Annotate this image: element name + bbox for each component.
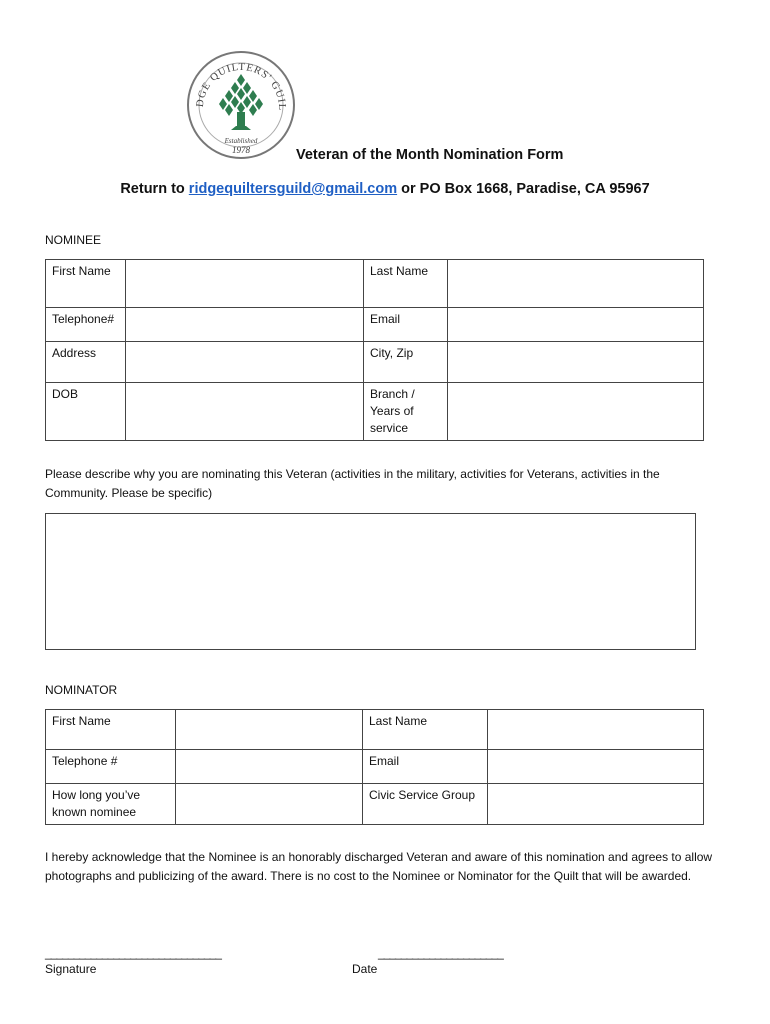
return-instructions [0,181,770,197]
label-nominator-telephone: Telephone # [46,750,176,784]
acknowledgement-text: I hereby acknowledge that the Nominee is an honorably discharged Veteran and aware of this nomination and agrees to allow photographs and publicizing of the award. There is no cost to the Nominee or Nominator for the Quilt that will be awarded. [45,850,713,883]
nominator-row-contact [46,750,704,784]
signature-label: Signature [45,962,97,976]
label-nominator-first-name: First Name [46,710,176,750]
label-city-zip: City, Zip [364,342,448,383]
label-address: Address [46,342,126,383]
signature-line[interactable]: _______________________________ [45,946,221,960]
nominee-row-name [46,260,704,308]
label-nominator-email: Email [363,750,488,784]
date-line[interactable]: ______________________ [378,946,503,960]
how-long-known-field[interactable] [176,784,363,825]
description-prompt: Please describe why you are nominating this Veteran (activities in the military, activities for Veterans, activities in the Community. Please be specific) [45,467,660,500]
label-email: Email [364,308,448,342]
label-branch-years: Branch / Years of service [364,383,448,441]
nominator-row-name [46,710,704,750]
label-dob: DOB [46,383,126,441]
guild-logo [186,50,296,160]
label-last-name: Last Name [364,260,448,308]
nominee-first-name-field[interactable] [126,260,364,308]
nominator-last-name-field[interactable] [488,710,704,750]
svg-text:1978: 1978 [232,145,250,155]
nominator-first-name-field[interactable] [176,710,363,750]
label-civic-service-group: Civic Service Group [363,784,488,825]
nominee-row-address [46,342,704,383]
label-how-long-known: How long you’ve known nominee [46,784,176,825]
guild-email-link[interactable]: ridgequiltersguild@gmail.com [188,181,398,197]
nominator-telephone-field[interactable] [176,750,363,784]
logo-arc-text: DGE QUILTERS' GUIL [194,61,288,112]
nominee-branch-years-field[interactable] [448,383,704,441]
nominee-row-contact [46,308,704,342]
form-title: Veteran of the Month Nomination Form [296,147,564,163]
nominator-email-field[interactable] [488,750,704,784]
label-telephone: Telephone# [46,308,126,342]
nominee-city-zip-field[interactable] [448,342,704,383]
return-suffix: or PO Box 1668, Paradise, CA 95967 [397,181,650,197]
return-prefix: Return to [120,181,189,197]
civic-service-group-field[interactable] [488,784,704,825]
nominee-section-label: NOMINEE [45,233,102,247]
nominee-email-field[interactable] [448,308,704,342]
svg-text:Established: Established [224,137,258,145]
nominator-row-relationship [46,784,704,825]
nominee-telephone-field[interactable] [126,308,364,342]
nominee-row-service [46,383,704,441]
date-label: Date [352,962,378,976]
description-textarea[interactable] [45,513,696,650]
label-first-name: First Name [46,260,126,308]
nominee-last-name-field[interactable] [448,260,704,308]
nominator-table [45,709,704,825]
label-nominator-last-name: Last Name [363,710,488,750]
nominee-table [45,259,704,441]
nominator-section-label: NOMINATOR [45,683,118,697]
nominee-dob-field[interactable] [126,383,364,441]
guild-logo-graphic [186,50,296,160]
nominee-address-field[interactable] [126,342,364,383]
